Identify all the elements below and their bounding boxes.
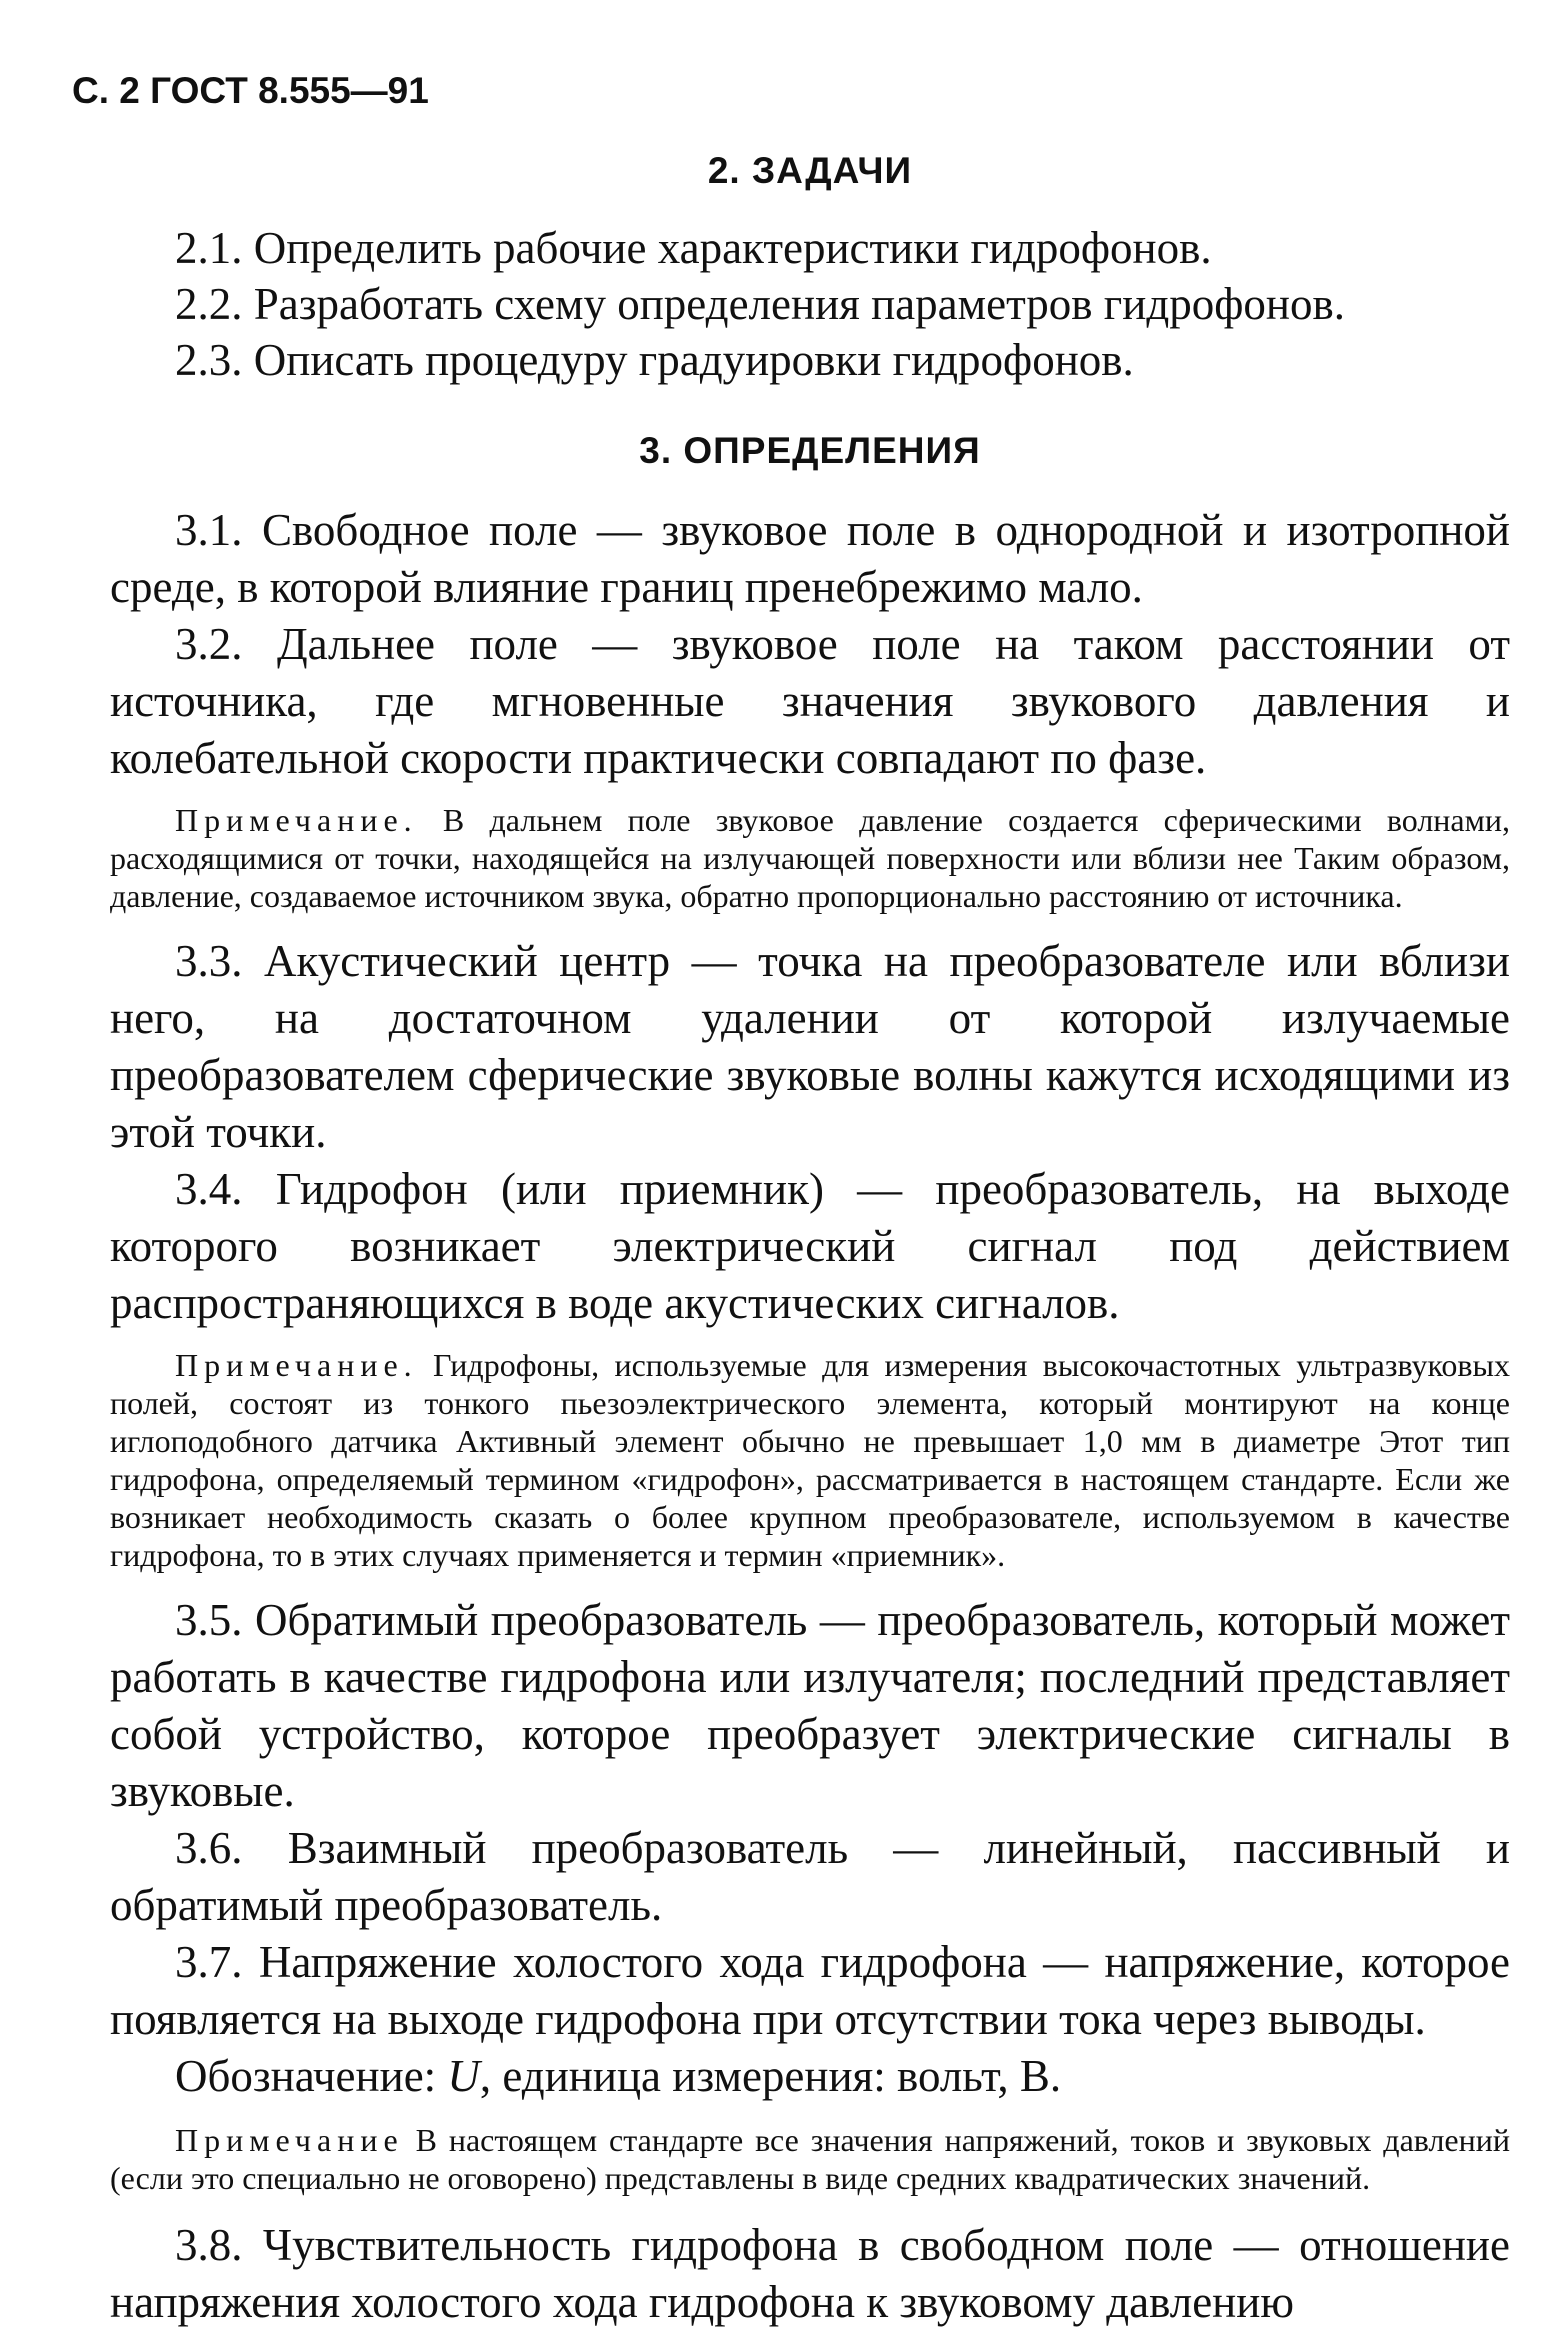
definition-3-6: 3.6. Взаимный преобразователь — линейный, пассивный и обратимый преобразователь. bbox=[110, 1823, 1510, 1930]
task-2-2: 2.2. Разработать схему определения параметров гидрофонов. bbox=[175, 279, 1345, 329]
designation-symbol: U bbox=[447, 2051, 480, 2101]
note-2-text: Гидрофоны, используемые для измерения высокочастотных ультразвуковых полей, состоят из тонкого пьезоэлектрического элемента, который монтируют на конце иглоподобного датчика Активный элемент обычно не превышает 1,0 мм в диаметре Этот тип гидрофона, определяемый термином «гидрофон», рассматривается в настоящем стандарте. Если же возникает необходимость сказать о более крупном преобразователе, используемом в качестве гидрофона, то в этих случаях применяется и термин «приемник». bbox=[110, 1347, 1510, 1573]
designation-prefix: Обозначение: bbox=[175, 2051, 448, 2101]
note-1-label: Примечание. bbox=[175, 802, 418, 838]
note-3 bbox=[110, 2121, 1510, 2197]
note-2-label: Примечание. bbox=[175, 1347, 418, 1383]
note-1 bbox=[110, 801, 1510, 915]
definition-3-4: 3.4. Гидрофон (или приемник) — преобразователь, на выходе которого возникает электрический сигнал под действием распространяющихся в воде акустических сигналов. bbox=[110, 1164, 1510, 1328]
note-2 bbox=[110, 1346, 1510, 1574]
definition-3-3: 3.3. Акустический центр — точка на преобразователе или вблизи него, на достаточном удалении от которой излучаемые преобразователем сферические звуковые волны кажутся исходящими из этой точки. bbox=[110, 936, 1510, 1157]
definition-3-1: 3.1. Свободное поле — звуковое поле в однородной и изотропной среде, в которой влияние границ пренебрежимо мало. bbox=[110, 505, 1510, 612]
section-title-definitions: 3. ОПРЕДЕЛЕНИЯ bbox=[639, 430, 981, 471]
note-1-text: В дальнем поле звуковое давление создается сферическими волнами, расходящимися от точки, находящейся на излучающей поверхности или вблизи нее Таким образом, давление, создаваемое источником звука, обратно пропорционально расстоянию от источника. bbox=[110, 802, 1510, 914]
note-3-text: В настоящем стандарте все значения напряжений, токов и звуковых давлений (если это специально не оговорено) представлены в виде средних квадратических значений. bbox=[110, 2122, 1510, 2196]
task-2-3: 2.3. Описать процедуру градуировки гидрофонов. bbox=[175, 335, 1134, 385]
definition-3-8: 3.8. Чувствительность гидрофона в свободном поле — отношение напряжения холостого хода гидрофона к звуковому давлению bbox=[110, 2220, 1510, 2327]
definition-3-5: 3.5. Обратимый преобразователь — преобразователь, который может работать в качестве гидрофона или излучателя; последний представляет собой устройство, которое преобразует электрические сигналы в звуковые. bbox=[110, 1595, 1510, 1816]
designation-line bbox=[110, 2048, 1510, 2105]
designation-suffix: , единица измерения: вольт, В. bbox=[479, 2051, 1062, 2101]
page-header: С. 2 ГОСТ 8.555—91 bbox=[72, 70, 429, 111]
definition-3-2: 3.2. Дальнее поле — звуковое поле на таком расстоянии от источника, где мгновенные значения звукового давления и колебательной скорости практически совпадают по фазе. bbox=[110, 619, 1510, 783]
section-title-tasks: 2. ЗАДАЧИ bbox=[707, 150, 913, 191]
document-body bbox=[110, 150, 1510, 2331]
definition-3-7: 3.7. Напряжение холостого хода гидрофона — напряжение, которое появляется на выходе гидрофона при отсутствии тока через выводы. bbox=[110, 1937, 1510, 2044]
note-3-label: Примечание bbox=[175, 2122, 404, 2158]
task-2-1: 2.1. Определить рабочие характеристики гидрофонов. bbox=[175, 223, 1212, 273]
